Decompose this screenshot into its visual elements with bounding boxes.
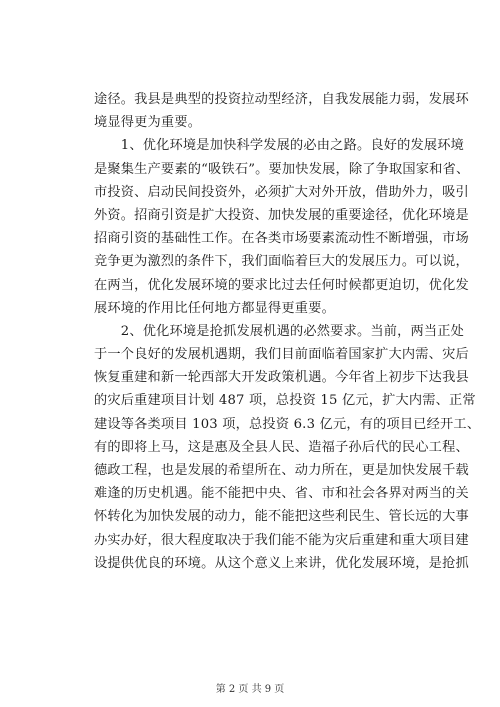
- text-line: 于一个良好的发展机遇期，我们目前面临着国家扩大内需、灾后: [94, 347, 469, 363]
- page-footer: 第 2 页 共 9 页: [215, 684, 285, 695]
- text-line: 怀转化为加快发展的动力，能不能把这些利民生、管长远的大事: [94, 509, 469, 525]
- text-line: 外资。招商引资是扩大投资、加快发展的重要途径，优化环境是: [94, 207, 469, 223]
- text-line: 德政工程，也是发展的希望所在、动力所在，更是加快发展千载: [94, 463, 469, 478]
- text-line: 建设等各类项目 103 项，总投资 6.3 亿元，有的项目已经开工、: [94, 416, 481, 432]
- text-line: 市投资、启动民间投资外，必须扩大对外开放，借助外力，吸引: [94, 184, 469, 200]
- text-line: 竞争更为激烈的条件下，我们面临着巨大的发展压力。可以说，: [94, 254, 469, 270]
- text-line: 境显得更为重要。: [94, 115, 202, 131]
- text-line: 有的即将上马，这是惠及全县人民、造福子孙后代的民心工程、: [94, 439, 469, 455]
- text-line: 招商引资的基础性工作。在各类市场要素流动性不断增强，市场: [94, 231, 469, 247]
- text-line: 在两当，优化发展环境的要求比过去任何时候都更迫切，优化发: [94, 277, 469, 293]
- paragraph-heading-line: 2、优化环境是抢抓发展机遇的必然要求。当前，两当正处: [94, 323, 465, 339]
- paragraph-heading-line: 1、优化环境是加快科学发展的必由之路。良好的发展环境: [94, 138, 465, 154]
- text-line: 展环境的作用比任何地方都显得更重要。: [94, 300, 335, 316]
- text-line: 办实办好，很大程度取决于我们能不能为灾后重建和重大项目建: [94, 532, 469, 548]
- text-line: 设提供优良的环境。从这个意义上来讲，优化发展环境，是抢抓: [94, 555, 469, 571]
- text-line: 的灾后重建项目计划 487 项，总投资 15 亿元，扩大内需、正常: [94, 393, 476, 409]
- text-line: 难逢的历史机遇。能不能把中央、省、市和社会各界对两当的关: [94, 486, 469, 502]
- text-line: 途径。我县是典型的投资拉动型经济，自我发展能力弱，发展环: [94, 92, 469, 107]
- text-line: 恢复重建和新一轮西部大开发政策机遇。今年省上初步下达我县: [94, 370, 469, 386]
- text-line: 是聚集生产要素的“吸铁石”。要加快发展，除了争取国家和省、: [94, 161, 470, 177]
- body-text: [94, 88, 481, 575]
